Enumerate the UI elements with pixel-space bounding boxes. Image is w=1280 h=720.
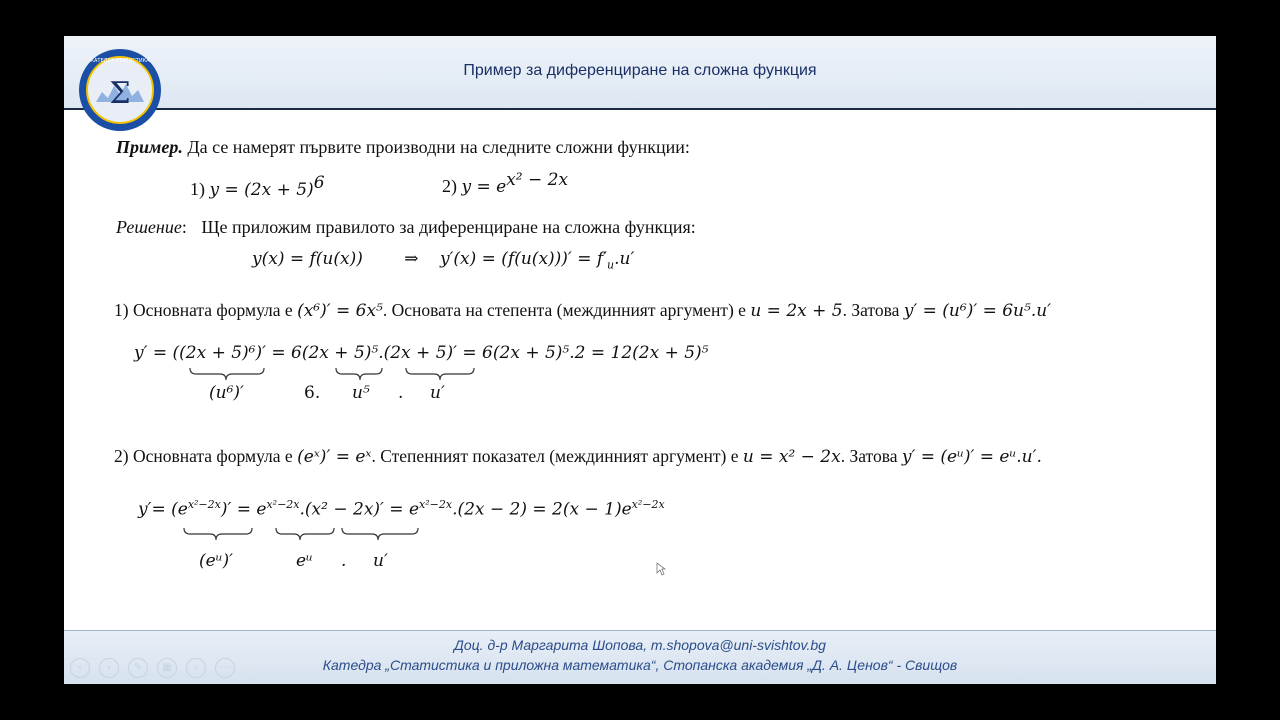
svg-text:Σ: Σ: [109, 76, 131, 111]
rule-sub: u: [607, 258, 615, 272]
task-1-formula: y = (2x + 5): [209, 180, 314, 200]
calc-2-label-b: eᵘ: [296, 551, 313, 571]
footer-department: Катедра „Статистика и приложна математика“, Стопанска академия „Д. А. Ценов“ - Свищов: [322, 657, 958, 673]
zoom-icon[interactable]: ⌕: [186, 658, 206, 678]
slide-footer: [64, 630, 1216, 684]
calc-2-part-3: .(x² − 2x)′ = e: [299, 499, 420, 520]
explain-line-1: [114, 300, 1051, 321]
task-1-exponent: 6: [313, 173, 325, 193]
calc-2-part-4: .(2x − 2) = 2(x − 1)e: [452, 499, 632, 520]
rule-right: y′(x) = (f(u(x)))′ = f′: [439, 249, 607, 269]
task-2-number: 2): [442, 176, 457, 196]
task-1: [190, 173, 325, 200]
line-1-therefore: . Затова: [842, 300, 900, 320]
calc-2-label-c: .: [341, 551, 347, 571]
calc-2: [138, 498, 665, 520]
calc-1-label-b: 6.: [304, 383, 321, 403]
line-1-formula-b: u = 2x + 5: [750, 301, 843, 321]
rule-end: .u′: [614, 249, 635, 269]
rule-arrow: ⇒: [404, 249, 419, 269]
slides-icon[interactable]: ▦: [157, 658, 177, 678]
task-2-formula: y = e: [461, 177, 507, 197]
line-1-middle: . Основата на степента (междинният аргумент) е: [382, 300, 746, 320]
example-label: Пример.: [116, 137, 183, 157]
rule-formula: [252, 249, 634, 271]
slide-title: Пример за диференциране на сложна функция: [463, 62, 817, 79]
explain-line-2: [114, 446, 1042, 467]
sigma-seal-icon: [78, 48, 162, 132]
calc-2-braces: [182, 526, 442, 546]
rule-left: y(x) = f(u(x)): [252, 249, 363, 269]
slide: [64, 36, 1216, 684]
calc-2-exp-4: x²−2x: [631, 498, 665, 511]
line-2-prefix: 2) Основната формула е: [114, 446, 293, 466]
calc-2-exp-2: x²−2x: [266, 498, 300, 511]
line-2-middle: . Степенният показател (междинният аргумент) е: [371, 446, 739, 466]
line-2-formula-c: y′ = (eᵘ)′ = eᵘ.u′.: [901, 447, 1042, 467]
footer-author: Доц. д-р Маргарита Шопова, m.shopova@uni-svishtov.bg: [454, 637, 826, 653]
mouse-cursor-icon: [656, 562, 666, 576]
solution-text: Ще приложим правилото за диференциране на сложна функция:: [201, 217, 696, 237]
more-icon[interactable]: ⋯: [215, 658, 235, 678]
line-1-prefix: 1) Основната формула е: [114, 300, 293, 320]
task-2-exponent: x² − 2x: [506, 170, 569, 190]
calc-1-label-a: (u⁶)′: [209, 383, 244, 403]
calc-2-label-a: (eᵘ)′: [199, 551, 233, 571]
calc-2-label-d: u′: [373, 551, 388, 571]
line-2-formula-a: (eˣ)′ = eˣ: [297, 447, 372, 467]
prev-icon[interactable]: ‹: [70, 658, 90, 678]
task-1-number: 1): [190, 179, 205, 199]
calc-2-exp-3: x²−2x: [419, 498, 453, 511]
calc-2-part-1: y′= (e: [138, 499, 188, 520]
calc-2-part-2: )′ = e: [220, 499, 267, 520]
calc-2-exp-1: x²−2x: [187, 498, 221, 511]
task-2: [442, 170, 568, 197]
solution-colon: :: [181, 217, 187, 237]
calc-1-label-d: .: [398, 383, 404, 403]
pen-icon[interactable]: ✎: [128, 658, 148, 678]
line-1-formula-c: y′ = (u⁶)′ = 6u⁵.u′: [903, 301, 1052, 321]
line-1-formula-a: (x⁶)′ = 6x⁵: [297, 301, 383, 321]
example-line: [116, 137, 690, 158]
calc-1-label-e: u′: [430, 383, 445, 403]
line-2-formula-b: u = x² − 2x: [742, 447, 841, 467]
solution-label: Решение: [116, 217, 182, 237]
next-icon[interactable]: ›: [99, 658, 119, 678]
line-2-therefore: . Затова: [840, 446, 898, 466]
calc-1-label-c: u⁵: [352, 383, 370, 403]
solution-line: [116, 217, 696, 238]
svg-text:КАТЕДРА СТАТИСТИКА: КАТЕДРА СТАТИСТИКА: [90, 58, 150, 64]
slide-header: [64, 36, 1216, 110]
calc-1: y′ = ((2x + 5)⁶)′ = 6(2x + 5)⁵.(2x + 5)′ = 6(2x + 5)⁵.2 = 12(2x + 5)⁵: [134, 343, 709, 363]
example-text: Да се намерят първите производни на следните сложни функции:: [187, 137, 690, 157]
